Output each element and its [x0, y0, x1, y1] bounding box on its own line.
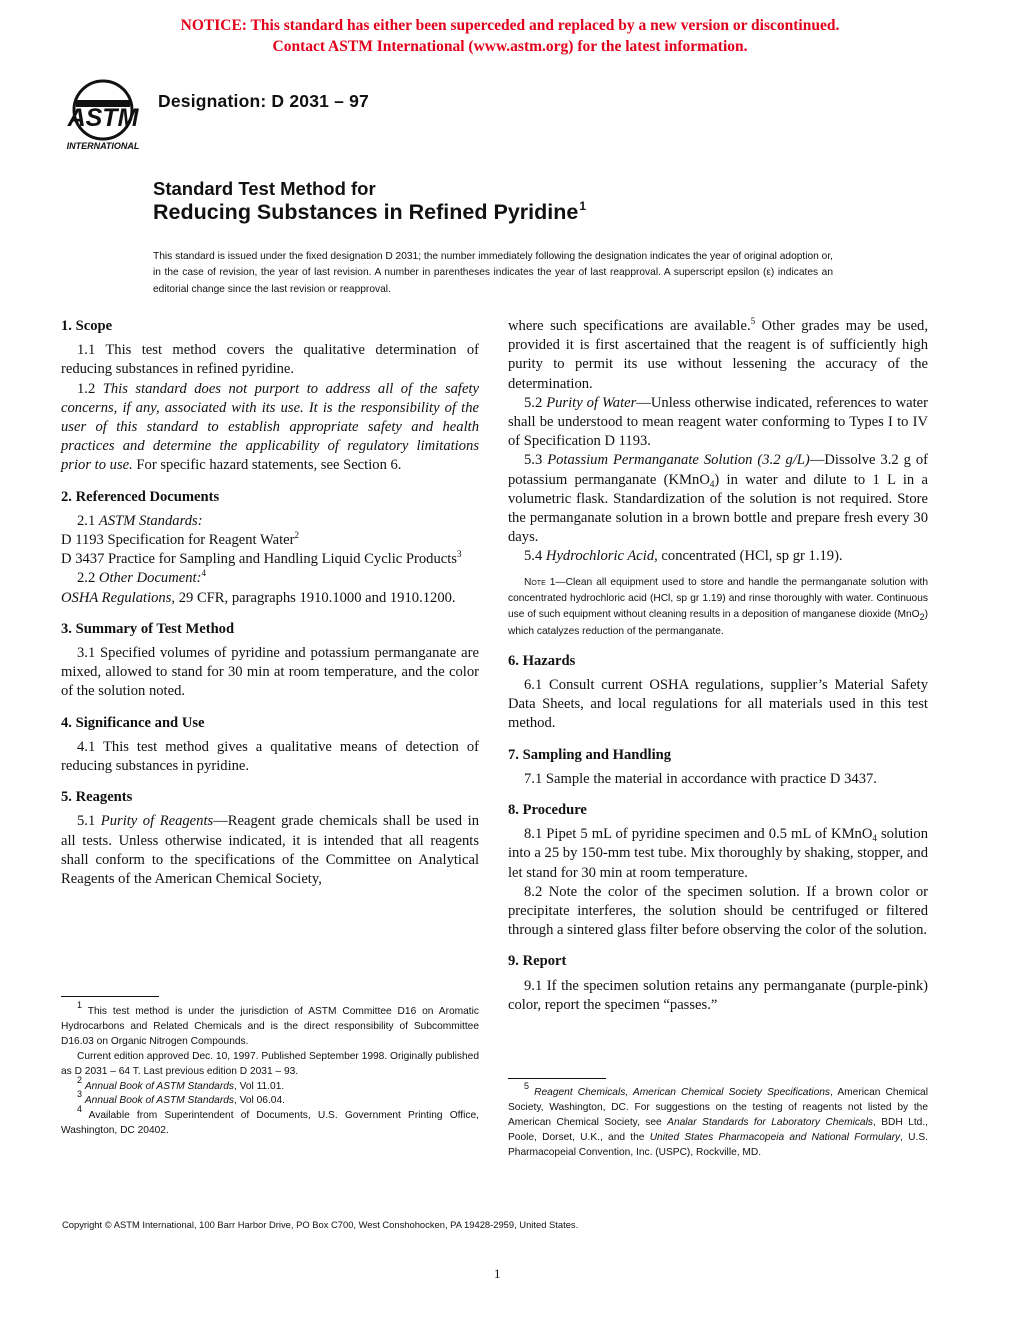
para-2-2: 2.2 Other Document:$^4$	[77, 568, 206, 587]
note-1: Note 1—Clean all equipment used to store and handle the permanganate solution with concentrated hydrochloric acid (HCl, sp gr 1.19) and rinse thoroughly with water. Continuous use of such equipment without cleaning results in a deposition of manganese dioxide (MnO$_2$) which catalyzes reduction of the permanganate.	[508, 576, 928, 637]
footnote-1: $^1$ This test method is under the jurisdiction of ASTM Committee D16 on Aromatic Hydrocarbons and Related Chemicals and is the direct responsibility of Subcommittee D16.03 on Organic Nitrogen Compounds.	[61, 1000, 479, 1047]
para-4-1: 4.1 This test method gives a qualitative means of detection of reducing substances in pyridine.	[61, 738, 479, 775]
para-5-3: 5.3 Potassium Permanganate Solution (3.2 g/L)—Dissolve 3.2 g of potassium permanganate (KMnO$_4$) in water and dilute to 1 L in a volumetric flask. Standardization of the solution is not required. Store the permanganate solution in a brown bottle and prepare fresh every 30 days.	[508, 452, 928, 546]
footnotes-right	[508, 1081, 928, 1161]
section-7-heading: 7. Sampling and Handling	[508, 746, 672, 763]
astm-logo	[60, 74, 146, 154]
ref-d3437: D 3437 Practice for Sampling and Handling Liquid Cyclic Products$^3$	[61, 549, 462, 568]
footnote-2: $^2$ Annual Book of ASTM Standards, Vol 11.01.	[77, 1074, 285, 1092]
footnote-5: $^5$ Reagent Chemicals, American Chemical Society Specifications, American Chemical Society, Washington, DC. For suggestions on the testing of reagents not listed by the American Chemical Society, see Analar Standards for Laboratory Chemicals, BDH Ltd., Poole, Dorset, U.K., and the United States Pharmacopeia and National Formulary, U.S. Pharmacopeial Convention, Inc. (USPC), Rockville, MD.	[508, 1081, 928, 1158]
ref-osha: OSHA Regulations, 29 CFR, paragraphs 1910.1000 and 1910.1200.	[61, 589, 456, 606]
page-number: 1	[494, 1266, 501, 1281]
footnote-rule-left	[61, 996, 159, 997]
section-9-heading: 9. Report	[508, 953, 567, 970]
section-1-heading: 1. Scope	[61, 318, 113, 334]
footnote-4: $^4$ Available from Superintendent of Documents, U.S. Government Printing Office, Washington, DC 20402.	[61, 1104, 479, 1137]
para-8-1: 8.1 Pipet 5 mL of pyridine specimen and 0.5 mL of KMnO$_4$ solution into a 25 by 150-mm test tube. Mix thoroughly by shaking, stopper, and let stand for 30 min at room temperature.	[508, 826, 928, 881]
title-line-1: Standard Test Method for	[153, 178, 376, 199]
section-4-heading: 4. Significance and Use	[61, 714, 205, 731]
astm-logo-icon	[60, 74, 146, 154]
para-1-1: 1.1 This test method covers the qualitative determination of reducing substances in refined pyridine.	[61, 342, 479, 378]
title-line-2: Reducing Substances in Refined Pyridine$^1$	[153, 199, 586, 224]
footnote-3: $^3$ Annual Book of ASTM Standards, Vol 06.04.	[77, 1089, 285, 1107]
section-6-heading: 6. Hazards	[508, 652, 576, 669]
section-3-heading: 3. Summary of Test Method	[61, 620, 235, 637]
para-5-2: 5.2 Purity of Water—Unless otherwise indicated, references to water shall be understood to mean reagent water conforming to Types I to IV of Specification D 1193.	[508, 394, 928, 450]
designation: Designation: D 2031 – 97	[158, 91, 369, 111]
section-5-heading: 5. Reagents	[61, 789, 133, 806]
issuance-statement: This standard is issued under the fixed designation D 2031; the number immediately following the designation indicates the year of original adoption or, in the case of revision, the year of last revision. A number in parentheses indicates the year of last reapproval. A superscript epsilon (ε) indicates an editorial change since the last revision or reapproval.	[153, 251, 833, 295]
footnotes-left	[61, 1000, 479, 1139]
para-2-1: 2.1 ASTM Standards:	[77, 512, 203, 529]
title-footnote-mark[interactable]: 1	[579, 199, 586, 213]
logo-label: INTERNATIONAL	[66, 141, 140, 151]
para-8-2: 8.2 Note the color of the specimen solution. If a brown color or precipitate interferes, the solution should be centrifuged or filtered through a sintered glass filter before observing the color of the solution.	[508, 883, 928, 939]
right-column	[508, 317, 928, 1015]
para-3-1: 3.1 Specified volumes of pyridine and potassium permanganate are mixed, allowed to stand for 30 min at room temperature, and the color of the solution noted.	[61, 645, 479, 700]
notice-line-1: NOTICE: This standard has either been superceded and replaced by a new version or discontinued.	[180, 17, 840, 34]
ref-d1193: D 1193 Specification for Reagent Water$^2$	[61, 530, 299, 549]
para-5-1-cont: where such specifications are available.$^5$ Other grades may be used, provided it is first ascertained that the reagent is of sufficiently high purity to permit its use without lessening the accuracy of the determination.	[508, 316, 928, 392]
copyright: Copyright © ASTM International, 100 Barr Harbor Drive, PO Box C700, West Conshohocken, PA 19428-2959, United States.	[62, 1219, 579, 1230]
para-7-1: 7.1 Sample the material in accordance with practice D 3437.	[524, 770, 877, 787]
left-column	[61, 317, 479, 889]
footnote-1b: Current edition approved Dec. 10, 1997. Published September 1998. Originally published as D 2031 – 64 T. Last previous edition D 2031 – 93.	[61, 1050, 479, 1077]
notice-line-2: Contact ASTM International (www.astm.org) for the latest information.	[272, 38, 748, 55]
para-5-4: 5.4 Hydrochloric Acid, concentrated (HCl, sp gr 1.19).	[524, 548, 843, 565]
para-6-1: 6.1 Consult current OSHA regulations, supplier’s Material Safety Data Sheets, and local regulations for all materials used in this test method.	[508, 677, 928, 732]
section-2-heading: 2. Referenced Documents	[61, 488, 220, 505]
para-5-1: 5.1 Purity of Reagents—Reagent grade chemicals shall be used in all tests. Unless otherwise indicated, it is intended that all reagents shall conform to the specifications of the Committee on Analytical Reagents of the American Chemical Society,	[61, 813, 479, 888]
para-1-2: 1.2 This standard does not purport to address all of the safety concerns, if any, associated with its use. It is the responsibility of the user of this standard to establish appropriate safety and health practices and determine the applicability of regulatory limitations prior to use. For specific hazard statements, see Section 6.	[61, 380, 479, 474]
para-9-1: 9.1 If the specimen solution retains any permanganate (purple-pink) color, report the specimen “passes.”	[508, 977, 928, 1013]
logo-letters: ASTM	[67, 104, 139, 132]
footnote-rule-right	[508, 1078, 606, 1079]
section-8-heading: 8. Procedure	[508, 802, 587, 819]
